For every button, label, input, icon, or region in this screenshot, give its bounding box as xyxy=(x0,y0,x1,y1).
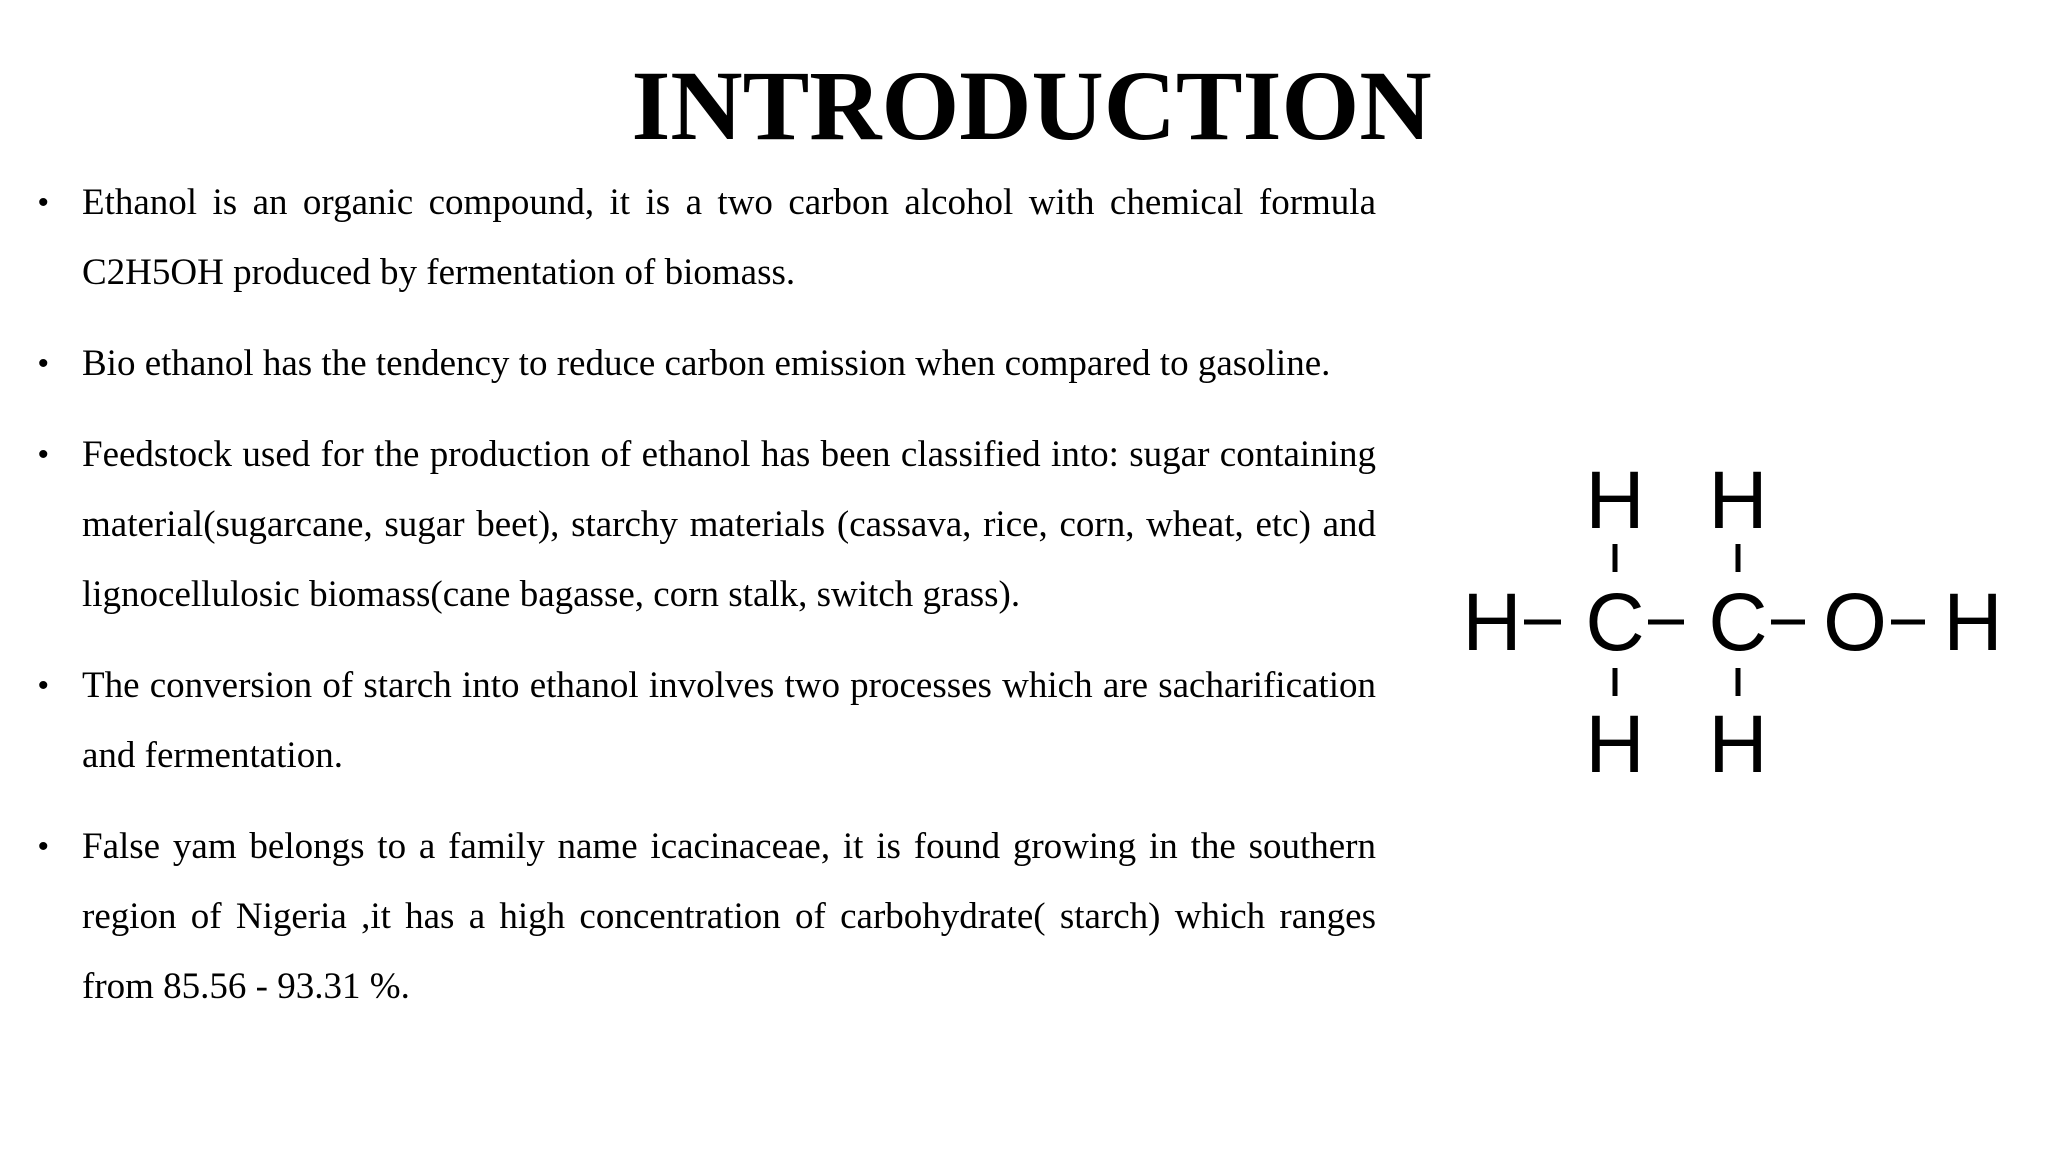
atom-oxygen: O xyxy=(1823,577,1887,668)
bullet-item xyxy=(38,420,1376,630)
atom-carbon-1: C xyxy=(1585,577,1645,668)
bullet-item xyxy=(38,168,1376,308)
bullet-item xyxy=(38,812,1376,1022)
bullet-marker: • xyxy=(38,186,49,219)
atom-carbon-2: C xyxy=(1708,577,1768,668)
bullet-item xyxy=(38,651,1376,791)
bullet-marker: • xyxy=(38,830,49,863)
bullet-marker: • xyxy=(38,438,49,471)
bullet-text: Feedstock used for the production of ethanol has been classified into: sugar containing material(sugarcane, sugar beet), starchy materials (cassava, rice, corn, wheat, etc) and lignocellulosic biomass(cane bagasse, corn stalk, switch grass). xyxy=(82,434,1376,615)
bullet-marker: • xyxy=(38,669,49,702)
atom-right-h: H xyxy=(1943,577,2003,668)
bullet-text: Bio ethanol has the tendency to reduce carbon emission when compared to gasoline. xyxy=(82,343,1331,384)
atom-top-h1: H xyxy=(1585,455,1645,546)
atom-bottom-h1: H xyxy=(1585,699,1645,790)
slide-title: INTRODUCTION xyxy=(631,50,1432,161)
bullet-marker: • xyxy=(38,347,49,380)
atom-left-h: H xyxy=(1462,577,1522,668)
bullet-text: Ethanol is an organic compound, it is a two carbon alcohol with chemical formula C2H5OH produced by fermentation of biomass. xyxy=(82,182,1376,293)
bullet-text: False yam belongs to a family name icacinaceae, it is found growing in the southern region of Nigeria ,it has a high concentration of carbohydrate( starch) which ranges from 85.56 - 93.31 %. xyxy=(82,826,1376,1007)
atom-bottom-h2: H xyxy=(1708,699,1768,790)
ethanol-structure-diagram xyxy=(1455,450,2015,790)
bullet-text: The conversion of starch into ethanol involves two processes which are sacharification and fermentation. xyxy=(82,665,1376,776)
bullet-list xyxy=(38,168,1376,1043)
bullet-item xyxy=(38,329,1376,399)
atom-top-h2: H xyxy=(1708,455,1768,546)
ethanol-structure-svg xyxy=(1455,450,2015,790)
